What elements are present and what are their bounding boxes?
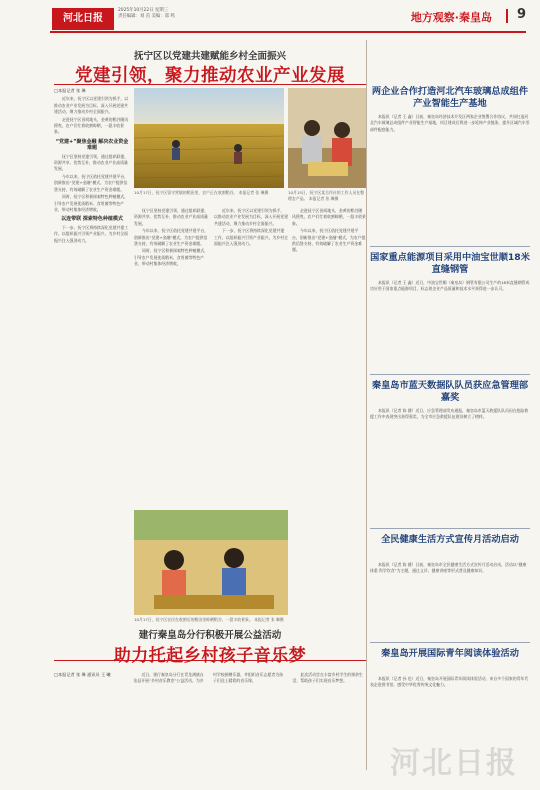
main-text-column-2 bbox=[134, 208, 210, 508]
main-byline: □本报记者 张 琳 bbox=[54, 88, 86, 93]
paragraph: 近年来，抚宁区以党建引领为抓手，以推动农业产业发展为目标，深入开展党建共建活动，聚力推动乡村全面振兴。 bbox=[54, 96, 129, 115]
paragraph: 走进抚宁区田间地头，金黄的稻谷随风摇曳，农户们忙着收割晾晒，一派丰收景象。 bbox=[54, 116, 129, 135]
lower-byline: □本报记者 张 琳 通讯员 王 曦 bbox=[54, 672, 111, 677]
paragraph: 同时，抚宁区积极探索特色种植模式，引导农户发展优质稻米、食用菌等特色产业，带动村集体经济增收。 bbox=[134, 248, 209, 267]
paragraph: 今年以来，抚宁区依托党建共建平台，创新推出“党建+金融”模式，为农户提供信贷支持，有效破解了农业生产资金难题。 bbox=[54, 173, 129, 192]
right-body-1: 本报讯（记者 王 鑫）日前，秦皇岛经济技术开发区两家企业签署合作协议，共同打造河北汽车玻璃总成组件产业智能生产基地，项目建成后将进一步延伸产业链条，提升区域汽车零部件配套能力。 bbox=[370, 114, 530, 132]
main-headline: 党建引领，聚力推动农业产业发展 bbox=[75, 66, 345, 86]
newspaper-logo: 河北日报 bbox=[52, 8, 114, 30]
right-headline-3: 秦皇岛市蓝天数据队队员获应急管理部嘉奖 bbox=[371, 380, 529, 403]
right-headline-1: 两企业合作打造河北汽车玻璃总成组件产业智能生产基地 bbox=[371, 86, 529, 109]
main-kicker: 抚宁区以党建共建赋能乡村全面振兴 bbox=[133, 51, 286, 62]
workers-photo bbox=[288, 88, 366, 188]
column-divider bbox=[366, 40, 367, 770]
harvest-photo bbox=[134, 510, 288, 615]
section-title: 地方观察·秦皇岛 bbox=[410, 11, 492, 24]
lower-headline: 助力托起乡村孩子音乐梦 bbox=[113, 646, 307, 666]
lower-text bbox=[54, 672, 366, 772]
issue-date: 2025年10月22日 星期三 bbox=[118, 8, 169, 13]
right-rule bbox=[370, 246, 530, 247]
subhead: “党建+”聚焦金融 解决农业资金难题 bbox=[55, 138, 129, 152]
right-rule bbox=[370, 528, 530, 529]
header-rule bbox=[50, 31, 526, 33]
paragraph: 近年来，抚宁区以党建引领为抓手，以推动农业产业发展为目标，深入开展党建共建活动，聚力推动乡村全面振兴。 bbox=[214, 208, 288, 226]
watermark-logo: 河北日报 bbox=[390, 746, 518, 781]
photo-caption-1: 10月17日，抚宁区留守营镇的稻田里，农户正在收割稻谷。 本报记者 张 琳摄 bbox=[134, 190, 269, 195]
right-body-3: 本报讯（记者 陈 健）近日，应急管理部发布通报，秦皇岛市蓝天救援队队员因在抢险救援工作中表现突出获得嘉奖，为全市应急救援队伍建设树立了榜样。 bbox=[370, 408, 529, 420]
paragraph: 下一步，抚宁区将持续深化党建共建工作，以组织振兴引领产业振兴，为乡村全面振兴注入强劲动力。 bbox=[214, 228, 288, 247]
main-text-column-4 bbox=[292, 208, 366, 648]
page-number-divider bbox=[506, 9, 508, 23]
main-text-column-1 bbox=[54, 88, 130, 658]
page-number: 9 bbox=[516, 7, 526, 22]
subhead: 以连带联 探索特色种植模式 bbox=[61, 216, 123, 223]
paragraph: 同时，抚宁区积极探索特色种植模式，引导农户发展优质稻米、食用菌等特色产业，带动村集体经济增收。 bbox=[54, 194, 129, 212]
photo-caption-2: 10月15日，抚宁区某合作社的工作人员在整理农产品。 本报记者 张 琳摄 bbox=[288, 190, 365, 201]
paragraph: 近日，建行秦皇岛分行在青龙满族自治县开展“乡村音乐教室”公益活动，为乡村学校捐赠乐器，并组织音乐志愿者为孩子们送上精彩的音乐课。 bbox=[133, 672, 284, 684]
main-text-column-3 bbox=[214, 208, 288, 508]
paragraph: 今年以来，抚宁区依托党建共建平台，创新推出“党建+金融”模式，为农户提供信贷支持，有效破解了农业生产资金难题。 bbox=[134, 228, 209, 247]
paragraph: 抚宁区坚持党建引领，通过组织联建、资源共享、优势互补，推动农业产业高质量发展。 bbox=[54, 153, 129, 172]
main-story bbox=[54, 40, 366, 780]
photo-caption-3: 10月17日，抚宁区农民在收割后的稻田里晾晒稻谷，一派丰收景象。 本报记者 张 琳摄 bbox=[134, 617, 284, 622]
paragraph: 走进抚宁区田间地头，金黄的稻谷随风摇曳，农户们忙着收割晾晒，一派丰收景象。 bbox=[292, 208, 366, 226]
paragraph: 抚宁区坚持党建引领，通过组织联建、资源共享、优势互补，推动农业产业高质量发展。 bbox=[134, 208, 209, 226]
right-rule bbox=[370, 642, 530, 643]
right-body-4: 本报讯（记者 陈 健）日前，秦皇岛市全民健康生活方式宣传月活动启动，活动以“健康体重 科学饮食”为主题，通过义诊、健康讲座等形式普及健康知识。 bbox=[370, 562, 527, 574]
editor-line: 责任编辑：刘 茁 美编：郑 鸣 bbox=[118, 14, 175, 19]
headline-rule bbox=[54, 84, 366, 85]
right-headline-2: 国家重点能源项目采用中油宝世顺18米直缝钢管 bbox=[370, 252, 530, 275]
right-rule bbox=[370, 374, 530, 375]
right-body-2: 本报讯（记者 王 鑫）近日，中油宝世顺（秦皇岛）钢管有限公司生产的18米直缝钢管成功应用于国家重点能源项目，标志着企业产品质量和技术水平获得进一步认可。 bbox=[370, 280, 530, 292]
rice-field-photo bbox=[134, 88, 284, 188]
paragraph: 此次活动旨在丰富乡村学生的课余生活，帮助孩子们实现音乐梦想。 bbox=[292, 672, 363, 684]
masthead bbox=[0, 0, 540, 38]
paragraph: 下一步，抚宁区将持续深化党建共建工作，以组织振兴引领产业振兴，为乡村全面振兴注入强劲动力。 bbox=[54, 224, 129, 243]
lower-kicker: 建行秦皇岛分行积极开展公益活动 bbox=[138, 630, 282, 641]
right-headline-4: 全民健康生活方式宣传月活动启动 bbox=[381, 534, 519, 545]
right-column bbox=[370, 40, 530, 780]
paragraph: 今年以来，抚宁区依托党建共建平台，创新推出“党建+金融”模式，为农户提供信贷支持，有效破解了农业生产资金难题。 bbox=[292, 228, 366, 253]
right-body-5: 本报讯（记者 孙 也）近日，秦皇岛开展国际青年阅读体验活动，来自多个国家的青年代表走进图书馆，感受中华优秀传统文化魅力。 bbox=[370, 676, 529, 688]
right-headline-5: 秦皇岛开展国际青年阅读体验活动 bbox=[381, 648, 519, 659]
issue-meta bbox=[118, 8, 175, 20]
